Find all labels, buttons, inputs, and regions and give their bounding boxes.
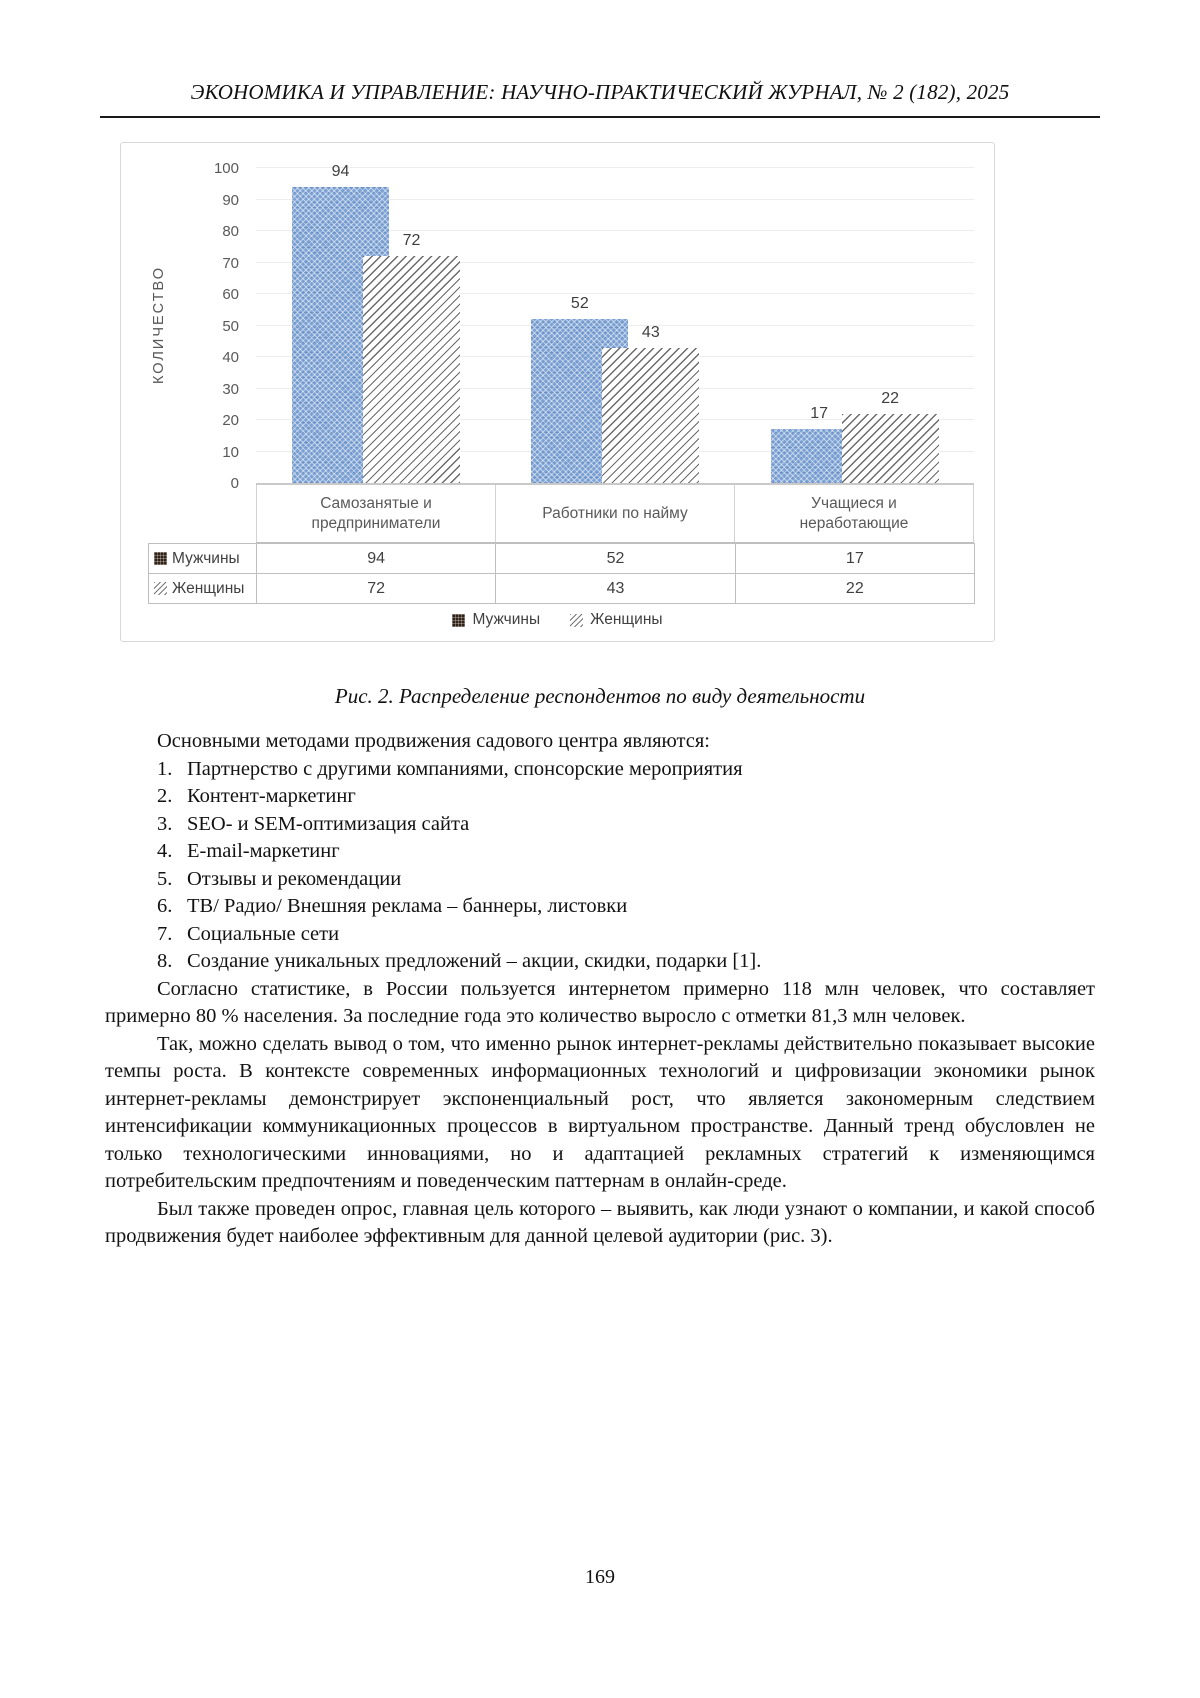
header-rule — [100, 116, 1100, 118]
journal-header: ЭКОНОМИКА И УПРАВЛЕНИЕ: НАУЧНО-ПРАКТИЧЕСКИЙ ЖУРНАЛ, № 2 (182), 2025 — [190, 80, 1010, 104]
category-axis — [256, 483, 974, 543]
chart-legend — [121, 611, 994, 629]
list-text: Партнерство с другими компаниями, спонсорские мероприятия — [187, 757, 743, 780]
list-text: Отзывы и рекомендации — [187, 867, 402, 890]
legend-item — [570, 611, 662, 629]
y-axis-tick-label: 70 — [222, 254, 239, 272]
paragraph: Согласно статистике, в России пользуется интернетом примерно 118 млн человек, что составляет примерно 80 % населения. За последние года это количество выросло с отметки 81,3 млн человек. — [105, 977, 1095, 1027]
list-number: 1. — [157, 757, 173, 780]
bar-women — [363, 256, 460, 483]
table-value: 22 — [736, 574, 975, 603]
plot-area — [256, 162, 974, 483]
legend-label: Мужчины — [472, 611, 541, 628]
figure-caption: Рис. 2. Распределение респондентов по виду деятельности — [334, 684, 866, 708]
table-value: 43 — [496, 574, 735, 603]
y-axis — [181, 160, 239, 492]
list-text: ТВ/ Радио/ Внешняя реклама – баннеры, листовки — [187, 895, 628, 917]
series-name: Мужчины — [172, 549, 240, 567]
figure-2-chart — [120, 142, 995, 642]
y-axis-tick-label: 30 — [222, 380, 239, 398]
list-number: 6. — [157, 895, 173, 917]
gridline — [256, 167, 974, 168]
y-axis-tick-label: 80 — [222, 223, 239, 240]
category-label: Учащиеся и неработающие — [735, 485, 974, 542]
series-row-header — [149, 544, 257, 573]
y-axis-tick-label: 0 — [230, 475, 239, 492]
chart-data-table — [148, 543, 975, 604]
list-number: 8. — [157, 950, 173, 972]
list-item — [105, 783, 1095, 811]
table-value: 17 — [736, 544, 975, 573]
table-value: 52 — [496, 544, 735, 573]
bar-women — [602, 348, 699, 483]
bar-value-label: 52 — [570, 295, 589, 313]
y-axis-tick-label: 100 — [213, 160, 239, 177]
page-number: 169 — [585, 1566, 615, 1588]
y-axis-tick-label: 40 — [222, 349, 239, 366]
table-row-men — [149, 544, 975, 574]
list-text: E-mail-маркетинг — [187, 840, 340, 862]
men-series-swatch-icon — [154, 552, 167, 565]
list-number: 4. — [157, 840, 173, 862]
y-axis-tick-label: 90 — [222, 191, 239, 209]
men-series-swatch-icon — [452, 614, 465, 627]
bar-value-label: 72 — [402, 232, 421, 250]
y-axis-title: КОЛИЧЕСТВО — [151, 266, 167, 384]
category-label: Самозанятые и предприниматели — [256, 485, 496, 542]
table-value: 94 — [257, 544, 496, 573]
list-number: 2. — [157, 785, 173, 807]
women-series-swatch-icon — [570, 614, 583, 627]
bar-value-label: 94 — [331, 162, 350, 180]
list-number: 3. — [157, 812, 173, 835]
paragraph: Был также проведен опрос, главная цель которого – выявить, как люди узнают о компании, и какой способ продвижения будет наиболее эффективным для данной целевой аудитории (рис. 3). — [105, 1197, 1095, 1247]
y-axis-tick-label: 60 — [222, 286, 239, 303]
table-row-women — [149, 574, 975, 604]
list-item — [105, 921, 1095, 949]
list-number: 7. — [157, 922, 173, 945]
bar-value-label: 22 — [881, 389, 900, 407]
paragraphs-block — [105, 976, 1095, 1251]
list-item — [105, 811, 1095, 839]
series-name: Женщины — [172, 579, 245, 597]
list-text: Социальные сети — [187, 922, 340, 945]
list-item — [105, 866, 1095, 894]
y-axis-tick-label: 20 — [222, 412, 239, 429]
y-axis-tick-label: 50 — [222, 317, 239, 335]
list-text: SEO- и SEM-оптимизация сайта — [187, 812, 470, 835]
list-item — [105, 756, 1095, 784]
promotion-methods-list — [105, 756, 1095, 976]
intro-paragraph: Основными методами продвижения садового центра являются: — [157, 730, 710, 752]
category-label: Работники по найму — [496, 485, 735, 542]
bar-value-label: 17 — [810, 405, 829, 423]
list-text: Контент-маркетинг — [187, 785, 356, 807]
bar-women — [842, 414, 939, 483]
body-text — [105, 728, 1095, 1251]
series-row-header — [149, 574, 257, 603]
table-value: 72 — [257, 574, 496, 603]
list-number: 5. — [157, 867, 173, 890]
list-item — [105, 948, 1095, 976]
y-axis-tick-label: 10 — [222, 443, 239, 461]
list-item — [105, 893, 1095, 921]
legend-item — [452, 611, 540, 629]
list-item — [105, 838, 1095, 866]
bar-value-label: 43 — [641, 323, 660, 341]
women-series-swatch-icon — [154, 582, 167, 595]
legend-label: Женщины — [590, 611, 663, 628]
list-text: Создание уникальных предложений – акции, скидки, подарки [1]. — [187, 950, 762, 972]
paragraph: Так, можно сделать вывод о том, что именно рынок интернет-рекламы действительно показывает высокие темпы роста. В контексте современных информационных технологий и цифровизации экономики рынок интернет-рекламы демонстрирует экспоненциальный рост, что является закономерным следствием интенсификации коммуникационных процессов в виртуальном пространстве. Данный тренд обусловлен не только технологическими инновациями, но и адаптацией рекламных стратегий к изменяющимся потребительским предпочтениям и поведенческим паттернам в онлайн-среде. — [105, 1032, 1095, 1192]
